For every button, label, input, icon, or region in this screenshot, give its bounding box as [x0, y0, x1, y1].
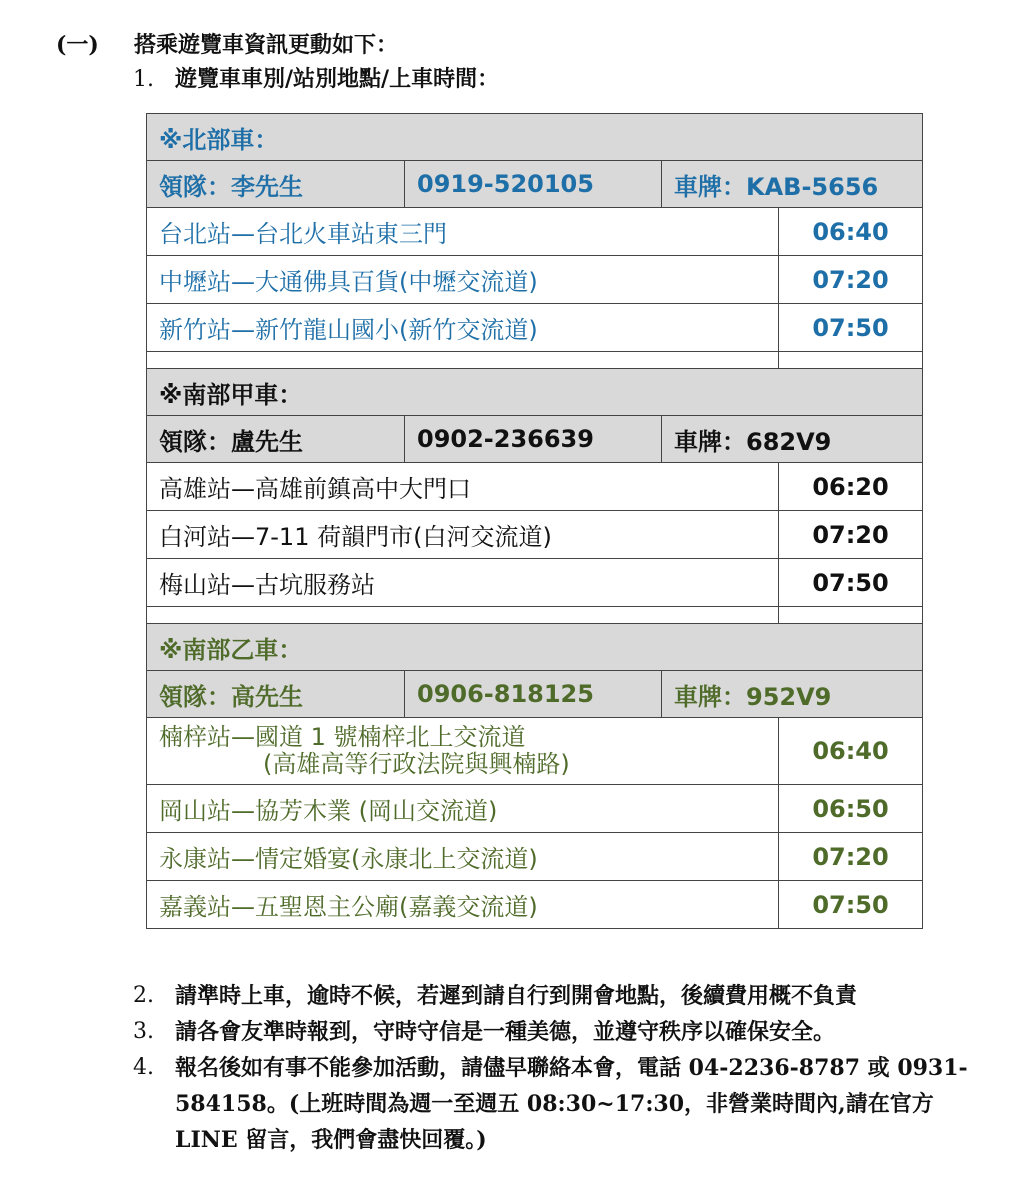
stop-row — [147, 208, 923, 256]
bus-leader-row — [147, 416, 923, 463]
bus-title-row — [147, 369, 923, 416]
stop-station: 台北站—台北火車站東三門 — [147, 208, 779, 256]
bus-plate: 車牌：952V9 — [662, 671, 923, 718]
bus-title: ※南部甲車： — [147, 369, 923, 416]
stop-time: 07:20 — [779, 511, 923, 559]
spacer-cell — [779, 352, 923, 369]
bus-plate: 車牌：KAB-5656 — [662, 161, 923, 208]
note-item — [133, 1050, 1003, 1158]
leader-name: 領隊：盧先生 — [147, 416, 405, 463]
spacer-row — [147, 607, 923, 624]
stop-row — [147, 559, 923, 607]
bus-title: ※南部乙車： — [147, 624, 923, 671]
stop-station-multiline — [147, 718, 779, 785]
note-text: 報名後如有事不能參加活動，請儘早聯絡本會，電話 04-2236-8787 或 0931-584158。(上班時間為週一至週五 08:30~17:30，非營業時間內,請在官方 LINE 留言，我們會盡快回覆。) — [175, 1055, 968, 1153]
note-number: 4. — [133, 1055, 154, 1080]
item-heading — [133, 62, 499, 93]
bus-title-row — [147, 624, 923, 671]
bus-leader-row — [147, 671, 923, 718]
stop-time: 06:20 — [779, 463, 923, 511]
spacer-cell — [147, 607, 779, 624]
stop-station-detail: (高雄高等行政法院與興楠路) — [263, 750, 570, 778]
stop-time: 07:20 — [779, 256, 923, 304]
note-number: 3. — [133, 1019, 154, 1044]
stop-time: 06:40 — [779, 208, 923, 256]
bus-schedule-table — [146, 113, 923, 929]
stop-station: 梅山站—古坑服務站 — [147, 559, 779, 607]
stop-station: 永康站—情定婚宴(永康北上交流道) — [147, 833, 779, 881]
note-item — [133, 1014, 1003, 1050]
bus-title: ※北部車： — [147, 114, 923, 161]
leader-phone: 0919-520105 — [405, 161, 662, 208]
stop-station: 高雄站—高雄前鎮高中大門口 — [147, 463, 779, 511]
stop-time: 07:50 — [779, 304, 923, 352]
note-text: 請準時上車，逾時不候，若遲到請自行到開會地點，後續費用概不負責 — [175, 983, 858, 1009]
section-number: (一) — [56, 32, 99, 58]
spacer-cell — [779, 607, 923, 624]
section-title: 搭乘遊覽車資訊更動如下： — [134, 32, 399, 58]
stop-time: 06:40 — [779, 718, 923, 785]
stop-time: 07:50 — [779, 881, 923, 929]
item-title: 遊覽車車別/站別地點/上車時間： — [175, 66, 500, 92]
bus-leader-row — [147, 161, 923, 208]
spacer-cell — [147, 352, 779, 369]
stop-row — [147, 718, 923, 785]
bus-plate: 車牌：682V9 — [662, 416, 923, 463]
stop-station: 中壢站—大通佛具百貨(中壢交流道) — [147, 256, 779, 304]
stop-row — [147, 511, 923, 559]
stop-row — [147, 785, 923, 833]
leader-name: 領隊：李先生 — [147, 161, 405, 208]
leader-name: 領隊：高先生 — [147, 671, 405, 718]
stop-station: 岡山站—協芳木業 (岡山交流道) — [147, 785, 779, 833]
stop-row — [147, 256, 923, 304]
stop-station: 新竹站—新竹龍山國小(新竹交流道) — [147, 304, 779, 352]
bus-title-row — [147, 114, 923, 161]
stop-station: 嘉義站—五聖恩主公廟(嘉義交流道) — [147, 881, 779, 929]
stop-time: 06:50 — [779, 785, 923, 833]
stop-row — [147, 881, 923, 929]
stop-time: 07:50 — [779, 559, 923, 607]
stop-row — [147, 833, 923, 881]
note-number: 2. — [133, 983, 154, 1008]
leader-phone: 0906-818125 — [405, 671, 662, 718]
leader-phone: 0902-236639 — [405, 416, 662, 463]
stop-row — [147, 463, 923, 511]
note-item — [133, 978, 1003, 1014]
stop-row — [147, 304, 923, 352]
spacer-row — [147, 352, 923, 369]
note-text: 請各會友準時報到，守時守信是一種美德，並遵守秩序以確保安全。 — [175, 1019, 836, 1045]
stop-station: 楠梓站—國道 1 號楠梓北上交流道 — [159, 723, 526, 751]
section-heading — [56, 28, 398, 59]
item-number: 1. — [133, 67, 154, 92]
notes-list — [133, 978, 1003, 1158]
stop-time: 07:20 — [779, 833, 923, 881]
stop-station: 白河站—7-11 荷韻門市(白河交流道) — [147, 511, 779, 559]
